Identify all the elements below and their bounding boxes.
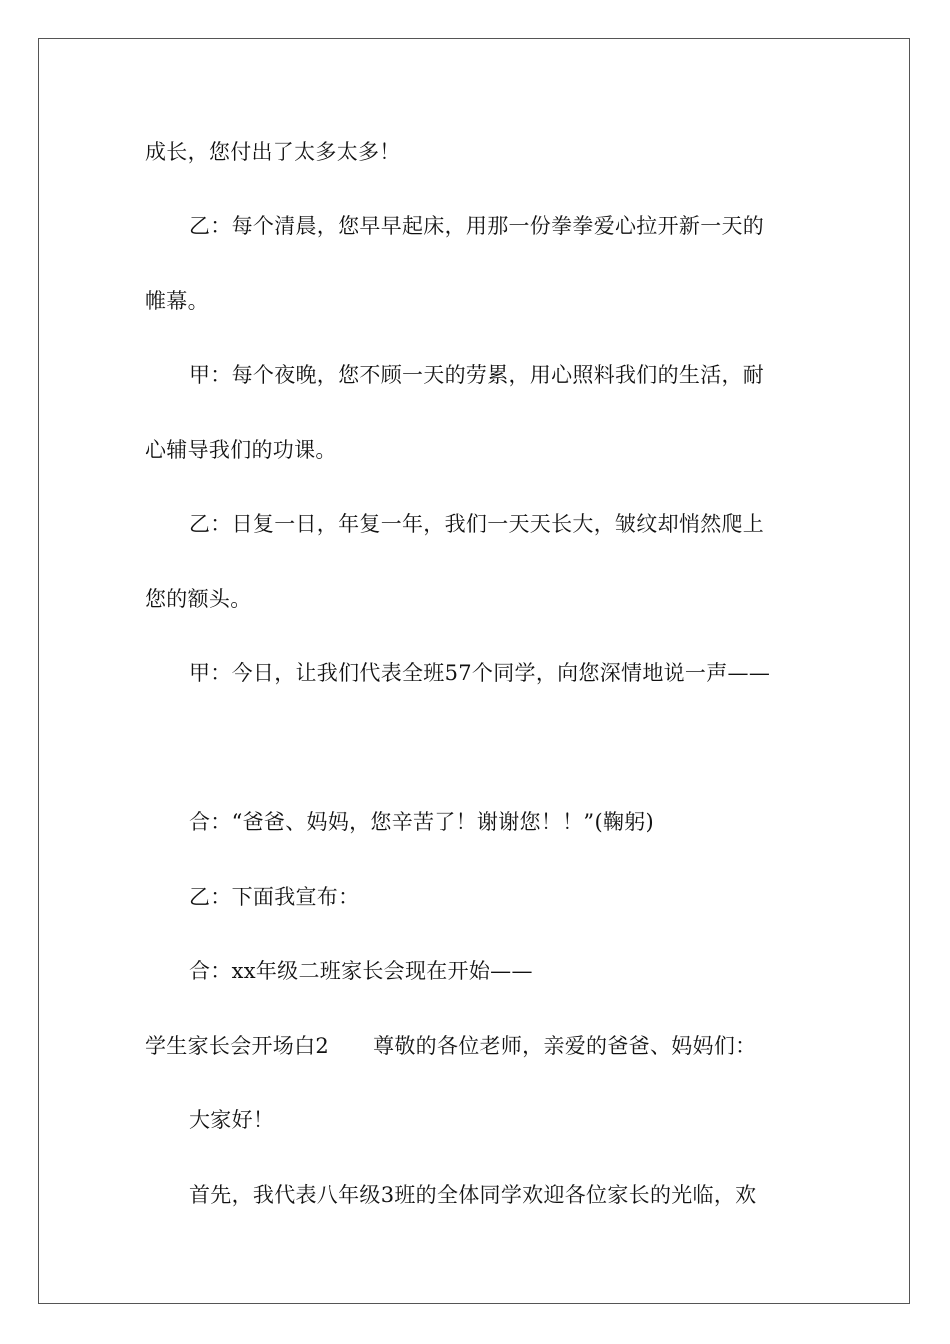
text-line-8: 甲：今日，让我们代表全班57个同学，向您深情地说一声—— xyxy=(189,661,771,685)
text-line-4: 甲：每个夜晚，您不顾一天的劳累，用心照料我们的生活，耐 xyxy=(189,363,765,387)
section-heading-line xyxy=(145,1032,756,1060)
text-line-1: 成长，您付出了太多太多！ xyxy=(145,140,401,164)
text-line-10: 乙：下面我宣布： xyxy=(189,885,360,909)
salutation: 尊敬的各位老师，亲爱的爸爸、妈妈们： xyxy=(373,1034,757,1058)
text-line-7: 您的额头。 xyxy=(145,587,252,611)
section-title: 学生家长会开场白2 xyxy=(145,1034,330,1058)
text-line-6: 乙：日复一日，年复一年，我们一天天长大，皱纹却悄然爬上 xyxy=(189,512,765,536)
text-line-11: 合：xx年级二班家长会现在开始—— xyxy=(189,959,533,983)
text-line-2: 乙：每个清晨，您早早起床，用那一份拳拳爱心拉开新一天的 xyxy=(189,214,765,238)
text-line-3: 帷幕。 xyxy=(145,289,209,313)
text-line-13: 大家好！ xyxy=(189,1108,275,1132)
text-line-9: 合：“爸爸、妈妈，您辛苦了！谢谢您！！”(鞠躬) xyxy=(189,810,655,834)
text-line-14: 首先，我代表八年级3班的全体同学欢迎各位家长的光临，欢 xyxy=(189,1183,757,1207)
text-line-5: 心辅导我们的功课。 xyxy=(145,438,337,462)
